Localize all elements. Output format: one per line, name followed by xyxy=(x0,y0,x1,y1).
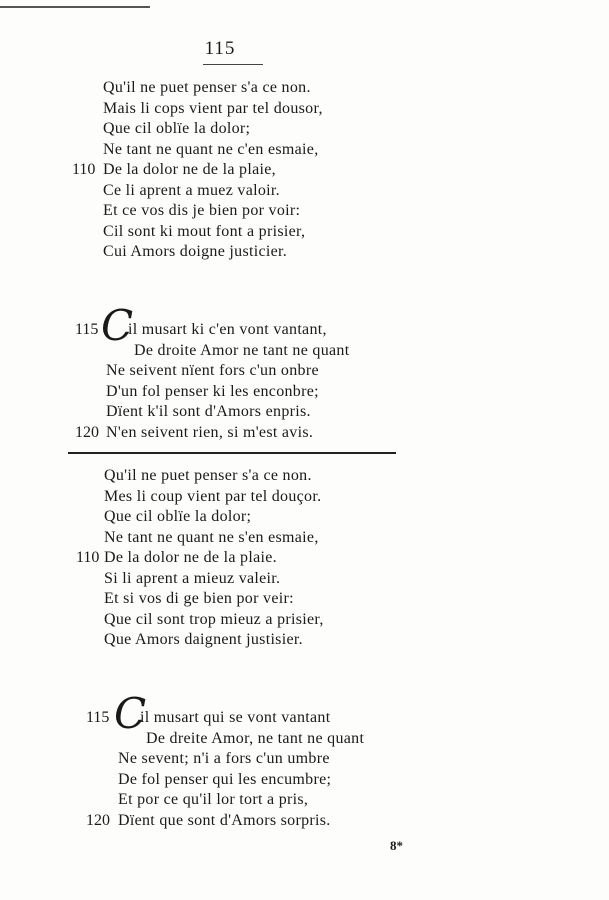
verse-line: De la dolor ne de la plaie, xyxy=(103,161,276,178)
verse-line: Et ce vos dis je bien por voir: xyxy=(103,202,301,219)
verse-line: Dïent k'il sont d'Amors enpris. xyxy=(106,403,311,420)
line-number: 120 xyxy=(86,812,110,829)
drop-cap: C xyxy=(101,301,134,350)
verse-line: De la dolor ne de la plaie. xyxy=(104,549,277,566)
verse-line: Ne tant ne quant ne c'en esmaie, xyxy=(103,141,319,158)
verse-line: Ce li aprent a muez valoir. xyxy=(103,182,280,199)
verse-line: Mes li coup vient par tel douçor. xyxy=(104,488,322,505)
verse-line: Qu'il ne puet penser s'a ce non. xyxy=(103,79,311,96)
verse-line: Ne seivent nïent fors c'un onbre xyxy=(106,362,319,379)
line-number: 120 xyxy=(75,424,99,441)
verse-line: Ne tant ne quant ne s'en esmaie, xyxy=(104,529,319,546)
verse-line: Si li aprent a mieuz valeir. xyxy=(104,570,281,587)
verse-line: Et por ce qu'il lor tort a pris, xyxy=(118,791,309,808)
page-number-underline xyxy=(203,64,263,65)
page-number: 115 xyxy=(204,38,236,59)
verse-line: il musart qui se vont vantant xyxy=(140,709,331,726)
verse-line: Qu'il ne puet penser s'a ce non. xyxy=(104,467,312,484)
verse-line: Que cil oblïe la dolor; xyxy=(103,120,251,137)
line-number: 115 xyxy=(86,709,110,726)
verse-line: D'un fol penser ki les enconbre; xyxy=(106,383,319,400)
verse-line: De droite Amor ne tant ne quant xyxy=(134,342,350,359)
top-edge-rule xyxy=(0,6,150,8)
drop-cap: C xyxy=(114,689,147,738)
line-number: 110 xyxy=(72,161,96,178)
verse-line: Cui Amors doigne justicier. xyxy=(103,243,288,260)
verse-line: Que Amors daignent justisier. xyxy=(104,631,303,648)
verse-line: De dreite Amor, ne tant ne quant xyxy=(146,730,365,747)
verse-line: Cil sont ki mout font a prisier, xyxy=(103,223,306,240)
verse-line: De fol penser qui les encumbre; xyxy=(118,771,332,788)
verse-line: Mais li cops vient par tel dousor, xyxy=(103,100,323,117)
verse-line: Et si vos di ge bien por veir: xyxy=(104,590,294,607)
line-number: 110 xyxy=(76,549,100,566)
line-number: 115 xyxy=(75,321,99,338)
verse-line: Que cil sont trop mieuz a prisier, xyxy=(104,611,324,628)
verse-line: Que cil oblïe la dolor; xyxy=(104,508,252,525)
verse-line: N'en seivent rien, si m'est avis. xyxy=(106,424,314,441)
version-divider-rule xyxy=(68,452,396,454)
signature-mark: 8* xyxy=(390,838,403,853)
verse-line: Ne sevent; n'i a fors c'un umbre xyxy=(118,750,330,767)
verse-line: il musart ki c'en vont vantant, xyxy=(128,321,327,338)
verse-line: Dïent que sont d'Amors sorpris. xyxy=(118,812,331,829)
